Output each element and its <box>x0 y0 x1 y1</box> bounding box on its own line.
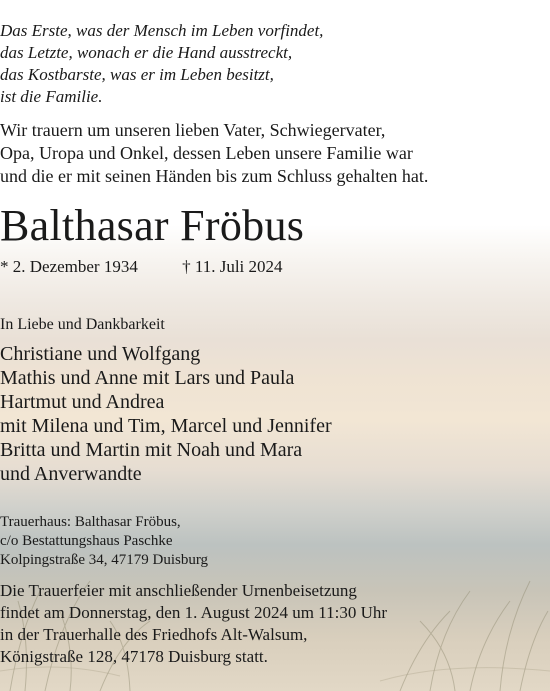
address-line: Kolpingstraße 34, 47179 Duisburg <box>0 552 209 568</box>
mourning-house-address <box>0 513 550 570</box>
family-line: Christiane und Wolfgang <box>0 343 201 365</box>
death-date: † 11. Juli 2024 <box>182 257 283 276</box>
poem-line: Das Erste, was der Mensch im Leben vorfindet, <box>0 21 324 40</box>
funeral-service-info <box>0 580 550 668</box>
family-line: Mathis und Anne mit Lars und Paula <box>0 367 295 389</box>
service-line: findet am Donnerstag, den 1. August 2024 um 11:30 Uhr <box>0 603 388 622</box>
family-line: und Anverwandte <box>0 463 142 485</box>
address-line: Trauerhaus: Balthasar Fröbus, <box>0 514 181 530</box>
love-line: In Liebe und Dankbarkeit <box>0 316 165 333</box>
poem <box>0 20 550 108</box>
family-line: Britta und Martin mit Noah und Mara <box>0 439 303 461</box>
poem-line: ist die Familie. <box>0 87 103 106</box>
intro-line: Opa, Uropa und Onkel, dessen Leben unsere Familie war <box>0 143 413 163</box>
intro-line: Wir trauern um unseren lieben Vater, Schwiegervater, <box>0 120 386 140</box>
family-line: mit Milena und Tim, Marcel und Jennifer <box>0 415 332 437</box>
life-dates <box>0 256 550 278</box>
service-line: Königstraße 128, 47178 Duisburg statt. <box>0 647 268 666</box>
poem-line: das Kostbarste, was er im Leben besitzt, <box>0 65 274 84</box>
deceased-name: Balthasar Fröbus <box>0 201 305 250</box>
intro-line: und die er mit seinen Händen bis zum Schluss gehalten hat. <box>0 166 429 186</box>
intro-text <box>0 119 550 188</box>
service-line: in der Trauerhalle des Friedhofs Alt-Walsum, <box>0 625 308 644</box>
family-list <box>0 342 550 486</box>
service-line: Die Trauerfeier mit anschließender Urnenbeisetzung <box>0 581 357 600</box>
address-line: c/o Bestattungshaus Paschke <box>0 533 173 549</box>
birth-date: * 2. Dezember 1934 <box>0 257 138 276</box>
family-line: Hartmut und Andrea <box>0 391 165 413</box>
poem-line: das Letzte, wonach er die Hand ausstreckt, <box>0 43 293 62</box>
